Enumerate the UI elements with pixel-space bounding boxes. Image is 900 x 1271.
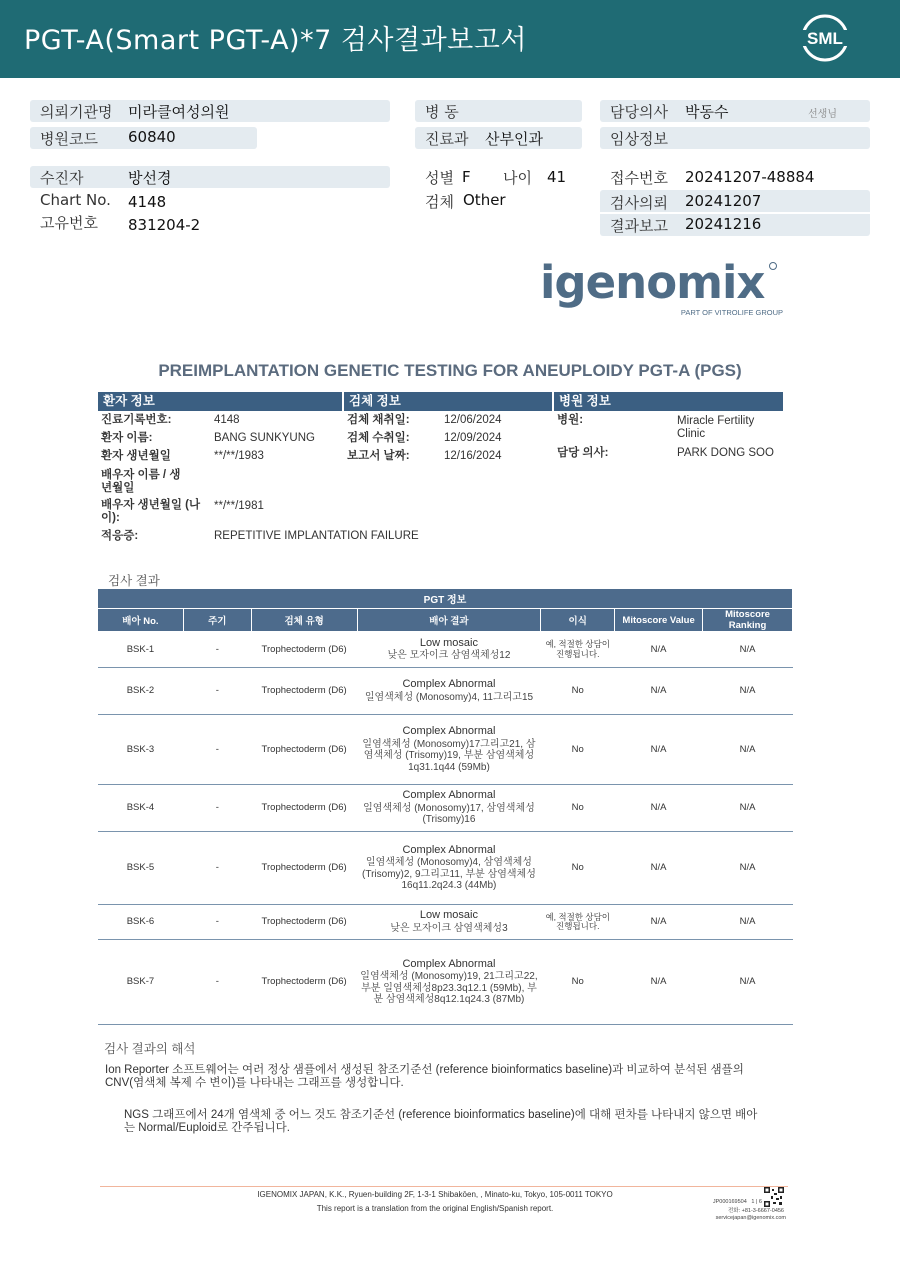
mitoscore-value-cell: N/A <box>615 785 703 832</box>
hospital-section-head: 병원 정보 <box>554 392 783 411</box>
embryo-result-cell <box>357 785 541 832</box>
indication-label: 적응증: <box>101 530 139 542</box>
mitoscore-value-cell: N/A <box>615 832 703 905</box>
receipt-label: 접수번호 <box>610 169 668 187</box>
transfer-cell: No <box>541 785 615 832</box>
footer-divider <box>100 1186 788 1187</box>
col-embryo-no: 배아 No. <box>98 609 184 632</box>
receipt-value: 20241207-48884 <box>685 168 815 186</box>
result-headline: Low mosaic <box>419 909 478 921</box>
id-label: 고유번호 <box>40 214 98 232</box>
embryo-result-cell <box>357 632 541 668</box>
mitoscore-value-cell: N/A <box>615 715 703 785</box>
cycle-cell: - <box>183 940 251 1025</box>
record-label: 진료기록번호: <box>101 414 172 426</box>
result-headline: Low mosaic <box>419 636 478 649</box>
result-headline: Complex Abnormal <box>402 957 496 970</box>
footer-doc-code-line <box>680 1199 762 1206</box>
embryo-no-cell: BSK-5 <box>98 832 184 905</box>
department-label: 진료과 <box>425 130 469 148</box>
mitoscore-value-cell: N/A <box>615 940 703 1025</box>
transfer-cell: 예, 적절한 상담이 진행됩니다. <box>541 632 615 668</box>
specimen-label: 검체 <box>425 193 454 211</box>
mitoscore-value-cell: N/A <box>615 905 703 940</box>
hospital-label: 병원: <box>557 414 584 426</box>
result-detail: 일염색체성 (Monosomy)4, 11그리고15 <box>364 691 534 703</box>
table-row <box>98 632 793 668</box>
transfer-cell: No <box>541 832 615 905</box>
results-table <box>97 588 793 1025</box>
partner-name-label: 배우자 이름 / 생년월일 <box>101 469 181 494</box>
report-value: 20241216 <box>685 215 762 233</box>
col-mitoscore-value: Mitoscore Value <box>615 609 703 632</box>
specimen-value: Other <box>463 191 506 209</box>
specimen-type-cell: Trophectoderm (D6) <box>251 668 357 715</box>
band-patient <box>30 166 390 188</box>
qr-code-icon <box>764 1187 784 1207</box>
name-value: BANG SUNKYUNG <box>214 432 315 444</box>
mitoscore-ranking-cell: N/A <box>703 785 793 832</box>
interpretation-para-2: NGS 그래프에서 24개 염색체 중 어느 것도 참조기준선 (reference bioinformatics baseline)에 대해 편차를 나타내지 않으면 배아는 Normal/Euploid로 간주됩니다. <box>124 1109 758 1134</box>
table-row <box>98 905 793 940</box>
col-transfer: 이식 <box>541 609 615 632</box>
hospital-value: Miracle Fertility Clinic <box>677 415 755 440</box>
hospital-code-value: 60840 <box>128 128 176 146</box>
cycle-cell: - <box>183 785 251 832</box>
col-specimen-type: 검체 유형 <box>251 609 357 632</box>
transfer-cell: 예, 적절한 상담이 진행됩니다. <box>541 905 615 940</box>
specimen-type-cell: Trophectoderm (D6) <box>251 632 357 668</box>
embryo-no-cell: BSK-1 <box>98 632 184 668</box>
igenomix-logo-icon <box>540 252 785 318</box>
embryo-result-cell <box>357 715 541 785</box>
pgt-group-header: PGT 정보 <box>98 589 793 609</box>
table-row <box>98 715 793 785</box>
embryo-result-cell <box>357 668 541 715</box>
result-detail: 낮은 모자이크 삼염색체성3 <box>390 922 508 934</box>
embryo-no-cell: BSK-4 <box>98 785 184 832</box>
footer-doc-code: JP000169504 <box>712 1199 747 1205</box>
mitoscore-ranking-cell: N/A <box>703 832 793 905</box>
igenomix-logo-text: igenomix <box>540 256 765 309</box>
department-value: 산부인과 <box>485 130 543 148</box>
table-row <box>98 668 793 715</box>
age-label: 나이 <box>503 169 532 187</box>
specimen-section-head: 검체 정보 <box>344 392 552 411</box>
result-detail: 낮은 모자이크 삼염색체성12 <box>387 650 511 661</box>
partner-dob-value: **/**/1981 <box>214 500 264 512</box>
band-divider <box>600 212 870 214</box>
transfer-cell: No <box>541 668 615 715</box>
embryo-no-cell: BSK-6 <box>98 905 184 940</box>
record-value: 4148 <box>214 414 240 426</box>
embryo-no-cell: BSK-3 <box>98 715 184 785</box>
patient-section-head: 환자 정보 <box>98 392 342 411</box>
transfer-cell: No <box>541 940 615 1025</box>
chart-value: 4148 <box>128 193 167 211</box>
name-label: 환자 이름: <box>101 432 153 444</box>
result-headline: Complex Abnormal <box>402 843 496 856</box>
dob-value: **/**/1983 <box>214 450 264 462</box>
result-headline: Complex Abnormal <box>402 725 496 737</box>
institution-value: 미라클여성의원 <box>128 103 230 121</box>
embryo-result-cell <box>357 905 541 940</box>
collected-value: 12/06/2024 <box>444 414 502 426</box>
transfer-cell: No <box>541 715 615 785</box>
id-value: 831204-2 <box>128 216 201 234</box>
table-header-row <box>98 609 793 632</box>
specimen-type-cell: Trophectoderm (D6) <box>251 905 357 940</box>
col-embryo-result: 배아 결과 <box>357 609 541 632</box>
ward-label: 병 동 <box>425 103 459 121</box>
mitoscore-ranking-cell: N/A <box>703 940 793 1025</box>
mitoscore-value-cell: N/A <box>615 632 703 668</box>
partner-dob-label: 배우자 생년월일 (나이): <box>101 499 201 524</box>
result-detail: 일염색체성 (Monosomy)19, 21그리고22, 부분 일염색체성8p23.3q12.1 (59Mb), 부분 삼염색체성8q12.1q24.3 (87Mb) <box>360 971 538 1005</box>
col-mitoscore-ranking: Mitoscore Ranking <box>703 609 793 632</box>
hospital-doctor-value: PARK DONG SOO <box>677 447 774 459</box>
mitoscore-ranking-cell: N/A <box>703 905 793 940</box>
dob-label: 환자 생년월일 <box>101 450 171 462</box>
mitoscore-ranking-cell: N/A <box>703 668 793 715</box>
sml-logo-text: SML <box>807 29 843 48</box>
interpretation-heading: 검사 결과의 해석 <box>104 1042 196 1056</box>
sml-logo-icon <box>796 12 854 64</box>
request-value: 20241207 <box>685 192 762 210</box>
doctor-value: 박동수 <box>685 103 729 121</box>
specimen-type-cell: Trophectoderm (D6) <box>251 785 357 832</box>
hospital-code-label: 병원코드 <box>40 130 98 148</box>
specimen-type-cell: Trophectoderm (D6) <box>251 715 357 785</box>
collected-label: 검체 채취일: <box>347 414 410 426</box>
patient-label: 수진자 <box>40 169 84 187</box>
pgt-report-title: PREIMPLANTATION GENETIC TESTING FOR ANEUPLOIDY PGT-A (PGS) <box>158 361 742 380</box>
table-row <box>98 940 793 1025</box>
table-row <box>98 785 793 832</box>
embryo-no-cell: BSK-7 <box>98 940 184 1025</box>
institution-label: 의뢰기관명 <box>40 103 113 121</box>
cycle-cell: - <box>183 832 251 905</box>
hospital-doctor-label: 담당 의사: <box>557 447 609 459</box>
footer-translation-note: This report is a translation from the original English/Spanish report. <box>316 1204 554 1213</box>
embryo-no-cell: BSK-2 <box>98 668 184 715</box>
cycle-cell: - <box>183 905 251 940</box>
col-cycle: 주기 <box>183 609 251 632</box>
report-date-label: 보고서 날짜: <box>347 450 410 462</box>
indication-value: REPETITIVE IMPLANTATION FAILURE <box>214 530 419 542</box>
footer-phone: 전화: +81-3-6667-0456 <box>727 1208 784 1214</box>
report-title: PGT-A(Smart PGT-A)*7 검사결과보고서 <box>24 25 527 56</box>
received-label: 검체 수취일: <box>347 432 410 444</box>
mitoscore-ranking-cell: N/A <box>703 632 793 668</box>
results-heading: 검사 결과 <box>108 574 160 588</box>
footer-page: 1 | 6 <box>751 1199 762 1205</box>
report-label: 결과보고 <box>610 217 668 235</box>
result-headline: Complex Abnormal <box>402 678 496 690</box>
interpretation-para-1: Ion Reporter 소프트웨어는 여러 정상 샘플에서 생성된 참조기준선 (reference bioinformatics baseline)과 비교하여 분석된 샘플의 CNV(염색체 복제 수 변이)를 나타내는 그래프를 생성합니다. <box>105 1064 744 1089</box>
cycle-cell: - <box>183 715 251 785</box>
result-detail: 일염색체성 (Monosomy)17그리고21, 삼염색체성 (Trisomy)19, 부분 삼염색체성1q31.1q44 (59Mb) <box>362 738 536 773</box>
igenomix-tagline: PART OF VITROLIFE GROUP <box>680 308 783 317</box>
age-value: 41 <box>547 168 567 186</box>
sex-label: 성별 <box>425 169 454 187</box>
mitoscore-ranking-cell: N/A <box>703 715 793 785</box>
result-detail: 일염색체성 (Monosomy)17, 삼염색체성 (Trisomy)16 <box>363 802 535 826</box>
cycle-cell: - <box>183 632 251 668</box>
footer-email: servicejapan@igenomix.com <box>715 1215 786 1221</box>
header-bar <box>0 0 900 78</box>
embryo-result-cell <box>357 940 541 1025</box>
result-detail: 일염색체성 (Monosomy)4, 삼염색체성 (Trisomy)2, 9그리고11, 부분 삼염색체성16q11.2q24.3 (44Mb) <box>362 857 536 891</box>
embryo-result-cell <box>357 832 541 905</box>
result-headline: Complex Abnormal <box>402 789 496 802</box>
received-value: 12/09/2024 <box>444 432 502 444</box>
cycle-cell: - <box>183 668 251 715</box>
specimen-type-cell: Trophectoderm (D6) <box>251 940 357 1025</box>
table-row <box>98 832 793 905</box>
doctor-suffix: 선생님 <box>808 109 837 120</box>
clinical-label: 임상정보 <box>610 130 668 148</box>
sex-value: F <box>462 168 471 186</box>
mitoscore-value-cell: N/A <box>615 668 703 715</box>
request-label: 검사의뢰 <box>610 194 668 212</box>
doctor-label: 담당의사 <box>610 103 668 121</box>
chart-label: Chart No. <box>40 191 111 209</box>
report-date-value: 12/16/2024 <box>444 450 502 462</box>
patient-value: 방선경 <box>128 169 172 187</box>
specimen-type-cell: Trophectoderm (D6) <box>251 832 357 905</box>
footer-address: IGENOMIX JAPAN, K.K., Ryuen-building 2F, 1-3-1 Shibakōen, , Minato-ku, Tokyo, 105-0011 TOKYO <box>257 1190 613 1199</box>
